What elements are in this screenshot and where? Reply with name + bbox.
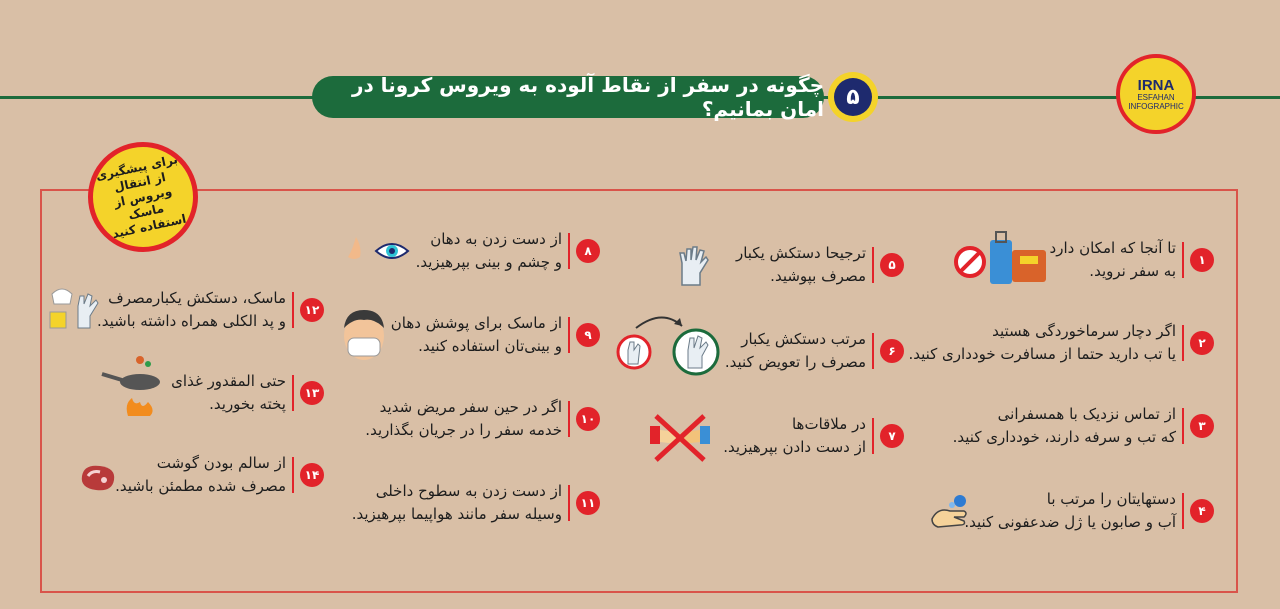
mask-face-icon [340, 308, 388, 364]
tip-item-8 [416, 228, 600, 274]
tip-text: اگر دچار سرماخوردگی هستید یا تب دارید حتما از مسافرت خودداری کنید. [908, 322, 1176, 363]
tip-item-7 [723, 413, 904, 459]
tip-number: ۳ [1190, 414, 1214, 438]
tip-number: ۸ [576, 239, 600, 263]
mask-kit-icon [48, 284, 104, 332]
eye-nose-icon [342, 233, 412, 269]
tip-text: از دست زدن به دهان و چشم و بینی بپرهیزید. [415, 230, 562, 271]
tip-text: ترجیحا دستکش یکبار مصرف بپوشید. [735, 244, 866, 285]
tip-number: ۱۴ [300, 463, 324, 487]
tip-divider [568, 485, 570, 521]
tip-number: ۱۱ [576, 491, 600, 515]
tip-text: از تماس نزدیک با همسفرانی که تب و سرفه دارند، خودداری کنید. [952, 405, 1176, 446]
tip-item-6 [725, 328, 904, 374]
tip-text: اگر در حین سفر مریض شدید خدمه سفر را در جریان بگذارید. [365, 398, 562, 439]
tip-number: ۷ [880, 424, 904, 448]
logo-line-1: IRNA [1137, 76, 1175, 94]
tip-text: از دست زدن به سطوح داخلی وسیله سفر مانند هواپیما بپرهیزید. [351, 482, 562, 523]
tip-divider [568, 317, 570, 353]
tip-number: ۲ [1190, 331, 1214, 355]
tip-number: ۱۳ [300, 381, 324, 405]
meat-icon [78, 462, 118, 494]
no-handshake-icon [648, 412, 712, 464]
mask-advice-text: برای پیشگیری از انتقال ویروس از ماسک استفاده کنید [94, 151, 188, 241]
no-luggage-icon [950, 228, 1050, 290]
tip-text: از ماسک برای پوشش دهان و بینی‌تان استفاده کنید. [390, 314, 562, 355]
tip-text: در ملاقات‌ها از دست دادن بپرهیزید. [723, 415, 866, 456]
tip-divider [1182, 493, 1184, 529]
tip-item-2 [908, 320, 1214, 366]
tip-item-14 [115, 452, 324, 498]
tip-divider [568, 401, 570, 437]
tip-number: ۱ [1190, 248, 1214, 272]
tip-divider [568, 233, 570, 269]
tip-item-10 [365, 396, 600, 442]
tip-divider [872, 418, 874, 454]
tip-divider [1182, 408, 1184, 444]
tip-divider [872, 333, 874, 369]
tip-divider [292, 375, 294, 411]
tip-item-13 [171, 370, 324, 416]
tip-item-3 [953, 403, 1214, 449]
logo-line-2: ESFAHAN [1137, 92, 1175, 102]
tip-number: ۶ [880, 339, 904, 363]
page-title [312, 73, 824, 121]
tip-item-4 [964, 488, 1214, 534]
tip-number: ۹ [576, 323, 600, 347]
title-number: ۵ [834, 78, 872, 116]
tip-text: دستهایتان را مرتب با آب و صابون یا ژل ضدعفونی کنید. [964, 490, 1176, 531]
tip-divider [292, 292, 294, 328]
tip-text: از سالم بودن گوشت مصرف شده مطمئن باشید. [115, 454, 286, 495]
title-number-badge [828, 72, 878, 122]
tip-number: ۴ [1190, 499, 1214, 523]
logo-line-3: INFOGRAPHIC [1128, 101, 1184, 111]
frying-pan-icon [100, 352, 168, 422]
tip-text: تا آنجا که امکان دارد به سفر نروید. [1049, 239, 1176, 280]
tip-divider [292, 457, 294, 493]
tip-item-5 [736, 242, 904, 288]
hand-wash-icon [928, 493, 972, 533]
tip-divider [872, 247, 874, 283]
tip-number: ۵ [880, 253, 904, 277]
glove-icon [674, 245, 714, 287]
glove-swap-icon [612, 312, 722, 378]
tip-divider [1182, 242, 1184, 278]
irna-logo [1116, 54, 1196, 134]
tip-text: مرتب دستکش یکبار مصرف را تعویض کنید. [724, 330, 866, 371]
tip-item-9 [391, 312, 600, 358]
tip-text: ماسک، دستکش یکبارمصرف و پد الکلی همراه داشته باشید. [97, 289, 286, 330]
tip-divider [1182, 325, 1184, 361]
tip-item-11 [352, 480, 600, 526]
tip-text: حتی المقدور غذای پخته بخورید. [171, 372, 286, 413]
page-title-text: چگونه در سفر از نقاط آلوده به ویروس کرونا در امان بمانیم؟ [351, 73, 824, 121]
tip-number: ۱۰ [576, 407, 600, 431]
tip-item-12 [97, 287, 324, 333]
tip-item-1 [1050, 237, 1214, 283]
tip-number: ۱۲ [300, 298, 324, 322]
